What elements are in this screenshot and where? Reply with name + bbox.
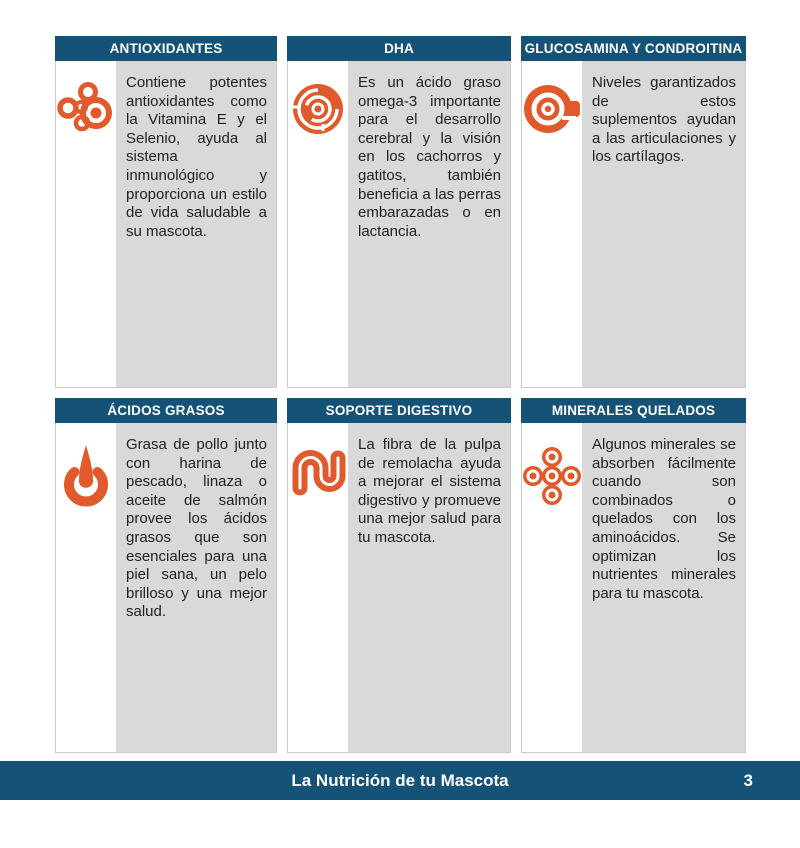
card-title: DHA [287, 36, 511, 61]
card-dha [287, 36, 511, 388]
card-title: MINERALES QUELADOS [521, 398, 746, 423]
card-antioxidantes [55, 36, 277, 388]
card-title: ÁCIDOS GRASOS [55, 398, 277, 423]
footer-title: La Nutrición de tu Mascota [291, 770, 509, 790]
card-title: SOPORTE DIGESTIVO [287, 398, 511, 423]
card-glucosamina-condroitina [521, 36, 746, 388]
antioxidants-molecules-icon [57, 81, 115, 139]
joint-target-icon [522, 81, 582, 137]
card-soporte-digestivo [287, 398, 511, 753]
brain-spiral-icon [290, 81, 346, 137]
card-text: Algunos minerales se absorben fácilmente cuando son combinados o quelados con los aminoácidos. Se optimizan los nutrientes minerales para tu mascota. [582, 423, 745, 752]
intestine-icon [288, 443, 348, 501]
card-title: ANTIOXIDANTES [55, 36, 277, 61]
card-acidos-grasos [55, 398, 277, 753]
card-minerales-quelados [521, 398, 746, 753]
card-text: Es un ácido graso omega-3 importante para el desarrollo cerebral y la visión en los cachorros y gatitos, también beneficia a las perras embarazadas o en lactancia. [348, 61, 510, 387]
card-text: Grasa de pollo junto con harina de pescado, linaza o aceite de salmón provee los ácidos grasos que son esenciales para una piel sana, un pelo brilloso y una mejor salud. [116, 423, 276, 752]
nutrient-cards-grid [55, 36, 746, 753]
chelated-minerals-cross-icon [523, 443, 581, 509]
card-title: GLUCOSAMINA Y CONDROITINA [521, 36, 746, 61]
card-text: Contiene potentes antioxidantes como la Vitamina E y el Selenio, ayuda al sistema inmunológico y proporciona un estilo de vida saludable a su mascota. [116, 61, 276, 387]
hair-follicle-flame-icon [58, 443, 114, 507]
footer-bar [0, 761, 800, 800]
card-text: Niveles garantizados de estos suplementos ayudan a las articulaciones y los cartílagos. [582, 61, 745, 387]
card-text: La fibra de la pulpa de remolacha ayuda a mejorar el sistema digestivo y promueve una mejor salud para tu mascota. [348, 423, 510, 752]
page-number: 3 [743, 770, 753, 790]
